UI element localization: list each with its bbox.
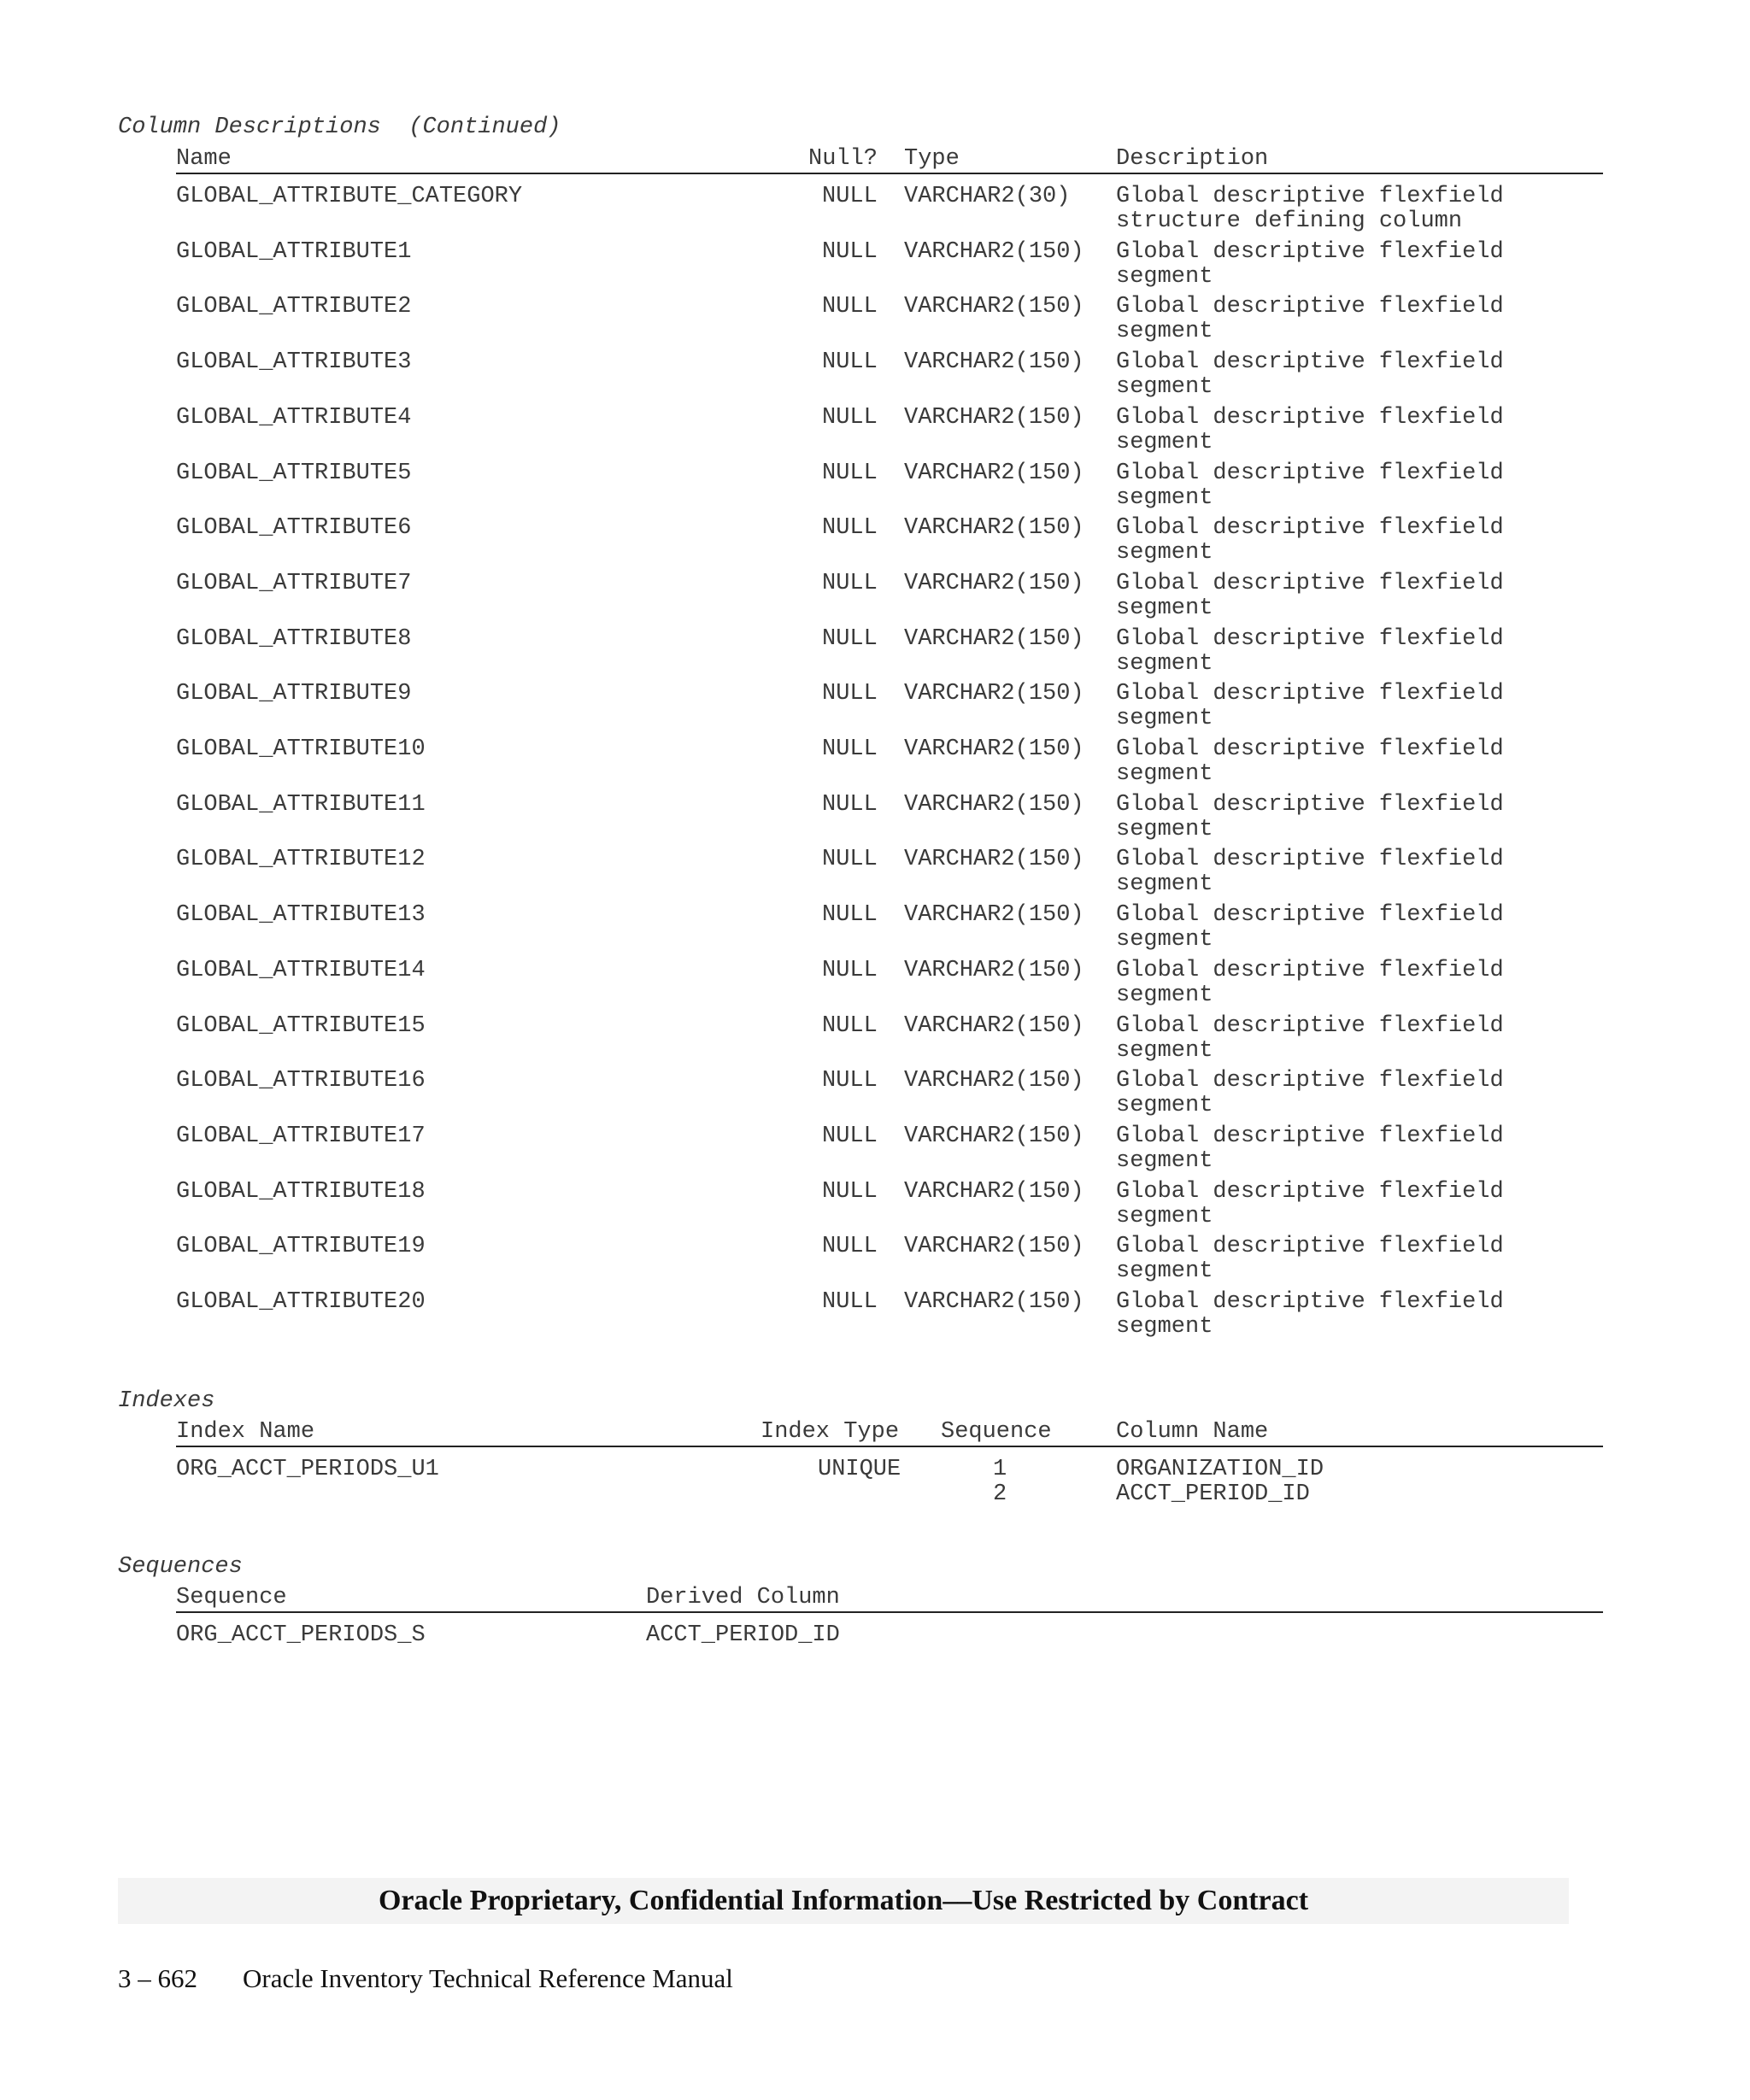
column-type: VARCHAR2(30) <box>904 184 1071 209</box>
derived-column: ACCT_PERIOD_ID <box>646 1622 840 1648</box>
column-type: VARCHAR2(150) <box>904 1179 1084 1205</box>
indexes-title: Indexes <box>118 1388 215 1414</box>
column-description-line2: segment <box>1116 1038 1213 1064</box>
column-description-line1: Global descriptive flexfield <box>1116 1234 1504 1259</box>
column-name: GLOBAL_ATTRIBUTE10 <box>176 736 426 762</box>
column-description-line2: segment <box>1116 264 1213 290</box>
column-type: VARCHAR2(150) <box>904 902 1084 928</box>
column-description-line1: Global descriptive flexfield <box>1116 1013 1504 1039</box>
table-row <box>0 516 1750 566</box>
sequence-name: ORG_ACCT_PERIODS_S <box>176 1622 426 1648</box>
column-description-line1: Global descriptive flexfield <box>1116 847 1504 872</box>
column-description-line2: segment <box>1116 817 1213 842</box>
column-name: GLOBAL_ATTRIBUTE_CATEGORY <box>176 184 523 209</box>
column-null: NULL <box>822 1179 878 1205</box>
column-null: NULL <box>822 847 878 872</box>
column-name: GLOBAL_ATTRIBUTE16 <box>176 1068 426 1094</box>
header-column-name: Column Name <box>1116 1419 1269 1445</box>
column-type: VARCHAR2(150) <box>904 294 1084 320</box>
column-description-line2: segment <box>1116 540 1213 566</box>
column-description-line1: Global descriptive flexfield <box>1116 405 1504 431</box>
column-null: NULL <box>822 239 878 265</box>
column-description-line1: Global descriptive flexfield <box>1116 1123 1504 1149</box>
column-description-line1: Global descriptive flexfield <box>1116 792 1504 818</box>
index-header-rule <box>176 1446 1603 1447</box>
column-description-line1: Global descriptive flexfield <box>1116 736 1504 762</box>
column-description-line2: segment <box>1116 927 1213 953</box>
column-description-line2: segment <box>1116 374 1213 400</box>
column-name: GLOBAL_ATTRIBUTE14 <box>176 958 426 983</box>
column-null: NULL <box>822 1013 878 1039</box>
column-description-line1: Global descriptive flexfield <box>1116 349 1504 375</box>
table-row <box>0 461 1750 511</box>
table-row <box>0 903 1750 953</box>
table-row <box>0 1180 1750 1229</box>
table-row <box>0 295 1750 344</box>
column-description-line2: structure defining column <box>1116 208 1463 234</box>
column-null: NULL <box>822 792 878 818</box>
column-description-line2: segment <box>1116 761 1213 787</box>
column-name: GLOBAL_ATTRIBUTE19 <box>176 1234 426 1259</box>
column-type: VARCHAR2(150) <box>904 792 1084 818</box>
column-description-line2: segment <box>1116 1204 1213 1229</box>
column-null: NULL <box>822 571 878 596</box>
column-null: NULL <box>822 1289 878 1315</box>
column-null: NULL <box>822 736 878 762</box>
column-type: VARCHAR2(150) <box>904 515 1084 541</box>
page-number: 3 – 662 <box>118 1963 197 1993</box>
column-type: VARCHAR2(150) <box>904 958 1084 983</box>
column-name: GLOBAL_ATTRIBUTE18 <box>176 1179 426 1205</box>
column-type: VARCHAR2(150) <box>904 1289 1084 1315</box>
column-type: VARCHAR2(150) <box>904 405 1084 431</box>
column-description-line2: segment <box>1116 319 1213 344</box>
column-null: NULL <box>822 184 878 209</box>
column-description-line2: segment <box>1116 983 1213 1008</box>
column-name: GLOBAL_ATTRIBUTE9 <box>176 681 412 707</box>
column-description-line1: Global descriptive flexfield <box>1116 184 1504 209</box>
header-derived-column: Derived Column <box>646 1585 840 1610</box>
column-type: VARCHAR2(150) <box>904 1234 1084 1259</box>
table-row <box>0 848 1750 897</box>
header-index-name: Index Name <box>176 1419 315 1445</box>
column-description-line1: Global descriptive flexfield <box>1116 1179 1504 1205</box>
column-description-line1: Global descriptive flexfield <box>1116 571 1504 596</box>
header-name: Name <box>176 146 232 172</box>
column-type: VARCHAR2(150) <box>904 847 1084 872</box>
column-type: VARCHAR2(150) <box>904 571 1084 596</box>
column-null: NULL <box>822 1068 878 1094</box>
column-name: GLOBAL_ATTRIBUTE12 <box>176 847 426 872</box>
table-row <box>0 572 1750 621</box>
column-name: GLOBAL_ATTRIBUTE17 <box>176 1123 426 1149</box>
index-sequence: 2 <box>993 1481 1007 1507</box>
column-type: VARCHAR2(150) <box>904 1123 1084 1149</box>
column-description-line2: segment <box>1116 430 1213 455</box>
header-description: Description <box>1116 146 1269 172</box>
header-type: Type <box>904 146 960 172</box>
column-null: NULL <box>822 515 878 541</box>
column-description-line1: Global descriptive flexfield <box>1116 239 1504 265</box>
table-row <box>0 1014 1750 1064</box>
manual-title: Oracle Inventory Technical Reference Manual <box>243 1963 733 1993</box>
column-null: NULL <box>822 405 878 431</box>
column-name: GLOBAL_ATTRIBUTE7 <box>176 571 412 596</box>
column-header-rule <box>176 173 1603 174</box>
table-row <box>0 350 1750 400</box>
column-description-line1: Global descriptive flexfield <box>1116 626 1504 652</box>
index-column-name: ACCT_PERIOD_ID <box>1116 1481 1310 1507</box>
column-null: NULL <box>822 460 878 486</box>
column-name: GLOBAL_ATTRIBUTE5 <box>176 460 412 486</box>
column-description-line1: Global descriptive flexfield <box>1116 515 1504 541</box>
column-description-line2: segment <box>1116 1148 1213 1174</box>
column-null: NULL <box>822 349 878 375</box>
column-description-line2: segment <box>1116 706 1213 731</box>
continued-label: (Continued) <box>408 114 561 140</box>
column-type: VARCHAR2(150) <box>904 1068 1084 1094</box>
column-null: NULL <box>822 681 878 707</box>
table-row <box>0 1235 1750 1284</box>
sequence-header-rule <box>176 1611 1603 1613</box>
table-row <box>0 185 1750 234</box>
column-name: GLOBAL_ATTRIBUTE15 <box>176 1013 426 1039</box>
column-description-line2: segment <box>1116 871 1213 897</box>
column-description-line1: Global descriptive flexfield <box>1116 1289 1504 1315</box>
sequences-title: Sequences <box>118 1554 243 1580</box>
table-row <box>0 1290 1750 1340</box>
column-name: GLOBAL_ATTRIBUTE2 <box>176 294 412 320</box>
column-null: NULL <box>822 902 878 928</box>
column-description-line2: segment <box>1116 485 1213 511</box>
column-descriptions-title <box>118 115 561 140</box>
column-description-line2: segment <box>1116 1093 1213 1118</box>
table-row <box>0 682 1750 731</box>
table-row <box>0 406 1750 455</box>
column-description-line1: Global descriptive flexfield <box>1116 1068 1504 1094</box>
column-type: VARCHAR2(150) <box>904 681 1084 707</box>
table-row <box>0 240 1750 290</box>
column-name: GLOBAL_ATTRIBUTE1 <box>176 239 412 265</box>
column-type: VARCHAR2(150) <box>904 460 1084 486</box>
column-name: GLOBAL_ATTRIBUTE13 <box>176 902 426 928</box>
column-name: GLOBAL_ATTRIBUTE8 <box>176 626 412 652</box>
column-description-line2: segment <box>1116 1314 1213 1340</box>
column-null: NULL <box>822 1234 878 1259</box>
index-sequence: 1 <box>993 1457 1007 1482</box>
column-type: VARCHAR2(150) <box>904 626 1084 652</box>
column-name: GLOBAL_ATTRIBUTE20 <box>176 1289 426 1315</box>
column-name: GLOBAL_ATTRIBUTE4 <box>176 405 412 431</box>
table-row <box>0 1124 1750 1174</box>
column-type: VARCHAR2(150) <box>904 1013 1084 1039</box>
index-name: ORG_ACCT_PERIODS_U1 <box>176 1457 439 1482</box>
column-type: VARCHAR2(150) <box>904 736 1084 762</box>
confidential-notice: Oracle Proprietary, Confidential Information––Use Restricted by Contract <box>378 1885 1309 1916</box>
column-name: GLOBAL_ATTRIBUTE6 <box>176 515 412 541</box>
column-null: NULL <box>822 958 878 983</box>
table-row <box>0 1069 1750 1118</box>
header-seq-sequence: Sequence <box>176 1585 287 1610</box>
column-description-line1: Global descriptive flexfield <box>1116 294 1504 320</box>
column-null: NULL <box>822 626 878 652</box>
header-sequence: Sequence <box>941 1419 1052 1445</box>
header-null: Null? <box>808 146 878 172</box>
column-description-line1: Global descriptive flexfield <box>1116 902 1504 928</box>
column-type: VARCHAR2(150) <box>904 349 1084 375</box>
column-name: GLOBAL_ATTRIBUTE3 <box>176 349 412 375</box>
table-row <box>0 793 1750 842</box>
column-null: NULL <box>822 294 878 320</box>
table-row <box>0 627 1750 677</box>
index-type: UNIQUE <box>818 1457 901 1482</box>
column-description-line2: segment <box>1116 1258 1213 1284</box>
column-null: NULL <box>822 1123 878 1149</box>
column-description-line1: Global descriptive flexfield <box>1116 681 1504 707</box>
column-description-line1: Global descriptive flexfield <box>1116 460 1504 486</box>
table-row <box>0 959 1750 1008</box>
column-type: VARCHAR2(150) <box>904 239 1084 265</box>
column-name: GLOBAL_ATTRIBUTE11 <box>176 792 426 818</box>
section-title-text: Column Descriptions <box>118 114 381 140</box>
column-description-line2: segment <box>1116 595 1213 621</box>
column-description-line1: Global descriptive flexfield <box>1116 958 1504 983</box>
header-index-type: Index Type <box>760 1419 900 1445</box>
table-row <box>0 737 1750 787</box>
index-column-name: ORGANIZATION_ID <box>1116 1457 1324 1482</box>
column-description-line2: segment <box>1116 651 1213 677</box>
